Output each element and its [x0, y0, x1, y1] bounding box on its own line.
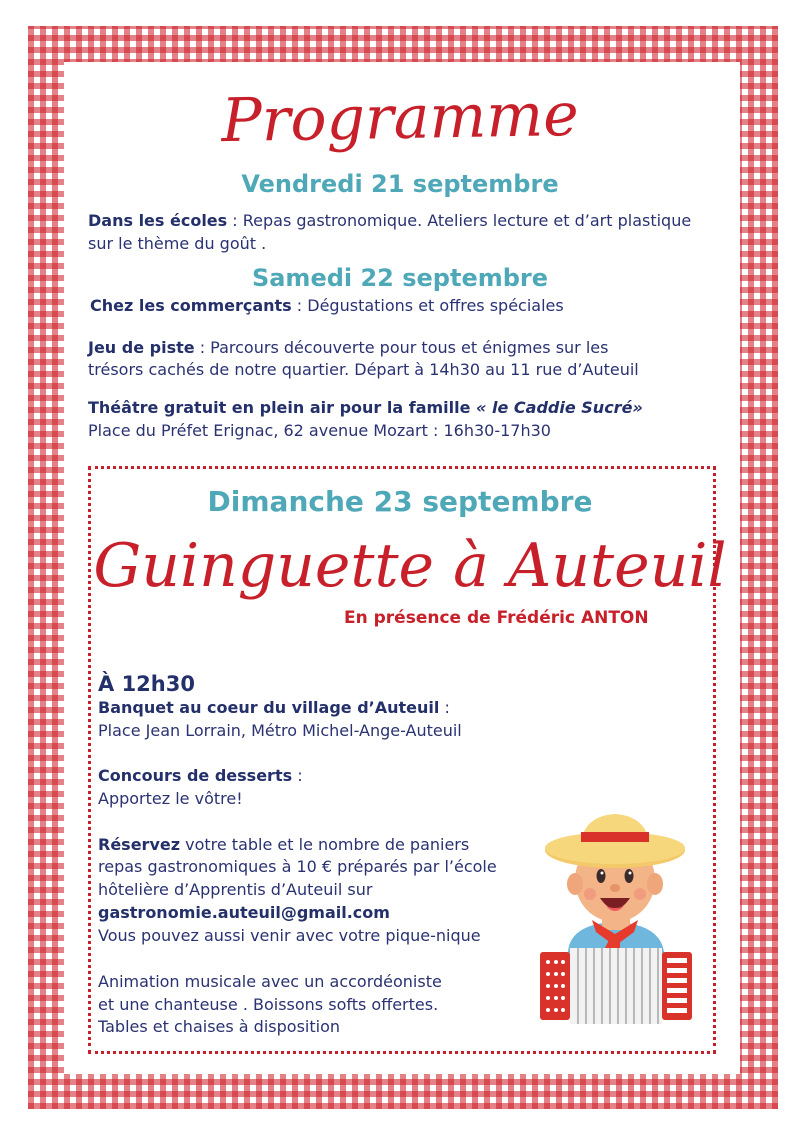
- presence-line: En présence de Frédéric ANTON: [344, 608, 649, 628]
- banquet-line: [98, 697, 450, 719]
- banquet-place: Place Jean Lorrain, Métro Michel-Ange-Auteuil: [98, 721, 462, 740]
- saturday-theatre-line: [88, 397, 643, 419]
- contest-label: Concours de desserts: [98, 766, 293, 785]
- page-title: Programme: [220, 79, 580, 157]
- reserve-label: Réservez: [98, 835, 181, 854]
- sunday-time: À 12h30: [98, 672, 195, 696]
- email-link[interactable]: gastronomie.auteuil@gmail.com: [98, 903, 390, 922]
- music-line-1: Animation musicale avec un accordéoniste: [98, 972, 442, 991]
- event-title: Guinguette à Auteuil: [93, 531, 727, 601]
- theatre-title: « le Caddie Sucré»: [476, 398, 643, 417]
- saturday-game-line: [88, 337, 608, 359]
- saturday-game-line-2: trésors cachés de notre quartier. Départ à 14h30 au 11 rue d’Auteuil: [88, 360, 639, 379]
- saturday-heading: Samedi 22 septembre: [251, 264, 549, 292]
- sunday-heading: Dimanche 23 septembre: [207, 485, 593, 518]
- saturday-theatre-place: Place du Préfet Erignac, 62 avenue Mozart : 16h30-17h30: [88, 421, 551, 440]
- friday-heading: Vendredi 21 septembre: [241, 170, 559, 198]
- contest-text: Apportez le vôtre!: [98, 789, 243, 808]
- reserve-line-3: hôtelière d’Apprentis d’Auteuil sur: [98, 880, 373, 899]
- reserve-line-2: repas gastronomiques à 10 € préparés par l’école: [98, 857, 497, 876]
- reserve-line: [98, 834, 469, 856]
- contest-line: [98, 765, 303, 787]
- schools-label: Dans les écoles: [88, 211, 228, 230]
- saturday-shops-line: [90, 295, 564, 317]
- accordion-player-icon: [530, 812, 700, 1030]
- schools-text: : Repas gastronomique. Ateliers lecture et d’art plastique: [227, 211, 692, 230]
- friday-schools-line-2: sur le thème du goût .: [88, 234, 267, 253]
- shops-label: Chez les commerçants: [90, 296, 292, 315]
- theatre-label: Théâtre gratuit en plein air pour la famille: [88, 398, 477, 417]
- music-line-2: et une chanteuse . Boissons softs offertes.: [98, 995, 439, 1014]
- picnic-line: Vous pouvez aussi venir avec votre pique-nique: [98, 926, 481, 945]
- game-text: : Parcours découverte pour tous et énigmes sur les: [194, 338, 609, 357]
- shops-text: : Dégustations et offres spéciales: [291, 296, 564, 315]
- music-line-3: Tables et chaises à disposition: [98, 1017, 340, 1036]
- banquet-label: Banquet au coeur du village d’Auteuil: [98, 698, 440, 717]
- contest-colon: :: [292, 766, 303, 785]
- banquet-colon: :: [439, 698, 450, 717]
- friday-schools-line: [88, 210, 691, 232]
- reserve-text: votre table et le nombre de paniers: [180, 835, 470, 854]
- game-label: Jeu de piste: [88, 338, 195, 357]
